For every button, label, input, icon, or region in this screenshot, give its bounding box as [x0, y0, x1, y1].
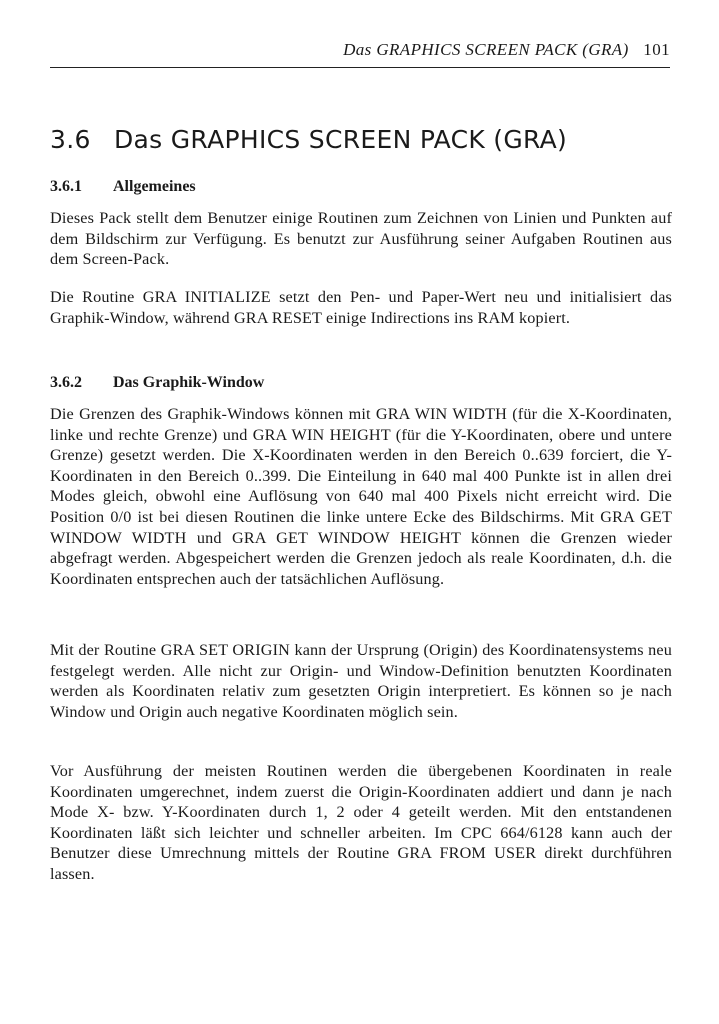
- paragraph: Dieses Pack stellt dem Benutzer einige Routinen zum Zeichnen von Linien und Punkten auf dem Bildschirm zur Verfügung. Es benutzt zur Ausführung seiner Aufgaben Routinen aus dem Screen-Pack.: [50, 209, 672, 269]
- paragraph: Mit der Routine GRA SET ORIGIN kann der Ursprung (Origin) des Koordinatensystems neu festgelegt werden. Alle nicht zur Origin- und Window-Definition benutzten Koordinaten werden als Koordinaten relativ zum gesetzten Origin interpretiert. Es können so je nach Window und Origin auch negative Koordinaten möglich sein.: [50, 641, 672, 721]
- running-header-title: Das GRAPHICS SCREEN PACK (GRA): [343, 40, 629, 59]
- paragraph: Vor Ausführung der meisten Routinen werden die übergebenen Koordinaten in reale Koordinaten umgerechnet, indem zuerst die Origin-Koordinaten addiert und dann je nach Mode X- bzw. Y-Koordinaten durch 1, 2 oder 4 geteilt werden. Mit den entstandenen Koordinaten läßt sich leichter und schneller arbeiten. Im CPC 664/6128 kann auch der Benutzer diese Umrechnung mittels der Routine GRA FROM USER direkt durchführen lassen.: [50, 762, 672, 883]
- subsection-heading-allgemeines: [50, 178, 196, 196]
- section-number: 3.6: [50, 125, 91, 154]
- section-heading: [50, 125, 567, 154]
- paragraph: Die Routine GRA INITIALIZE setzt den Pen- und Paper-Wert neu und initialisiert das Graphik-Window, während GRA RESET einige Indirections ins RAM kopiert.: [50, 288, 672, 327]
- running-header: [50, 40, 670, 60]
- subsection-number: 3.6.2: [50, 374, 82, 391]
- subsection-number: 3.6.1: [50, 178, 82, 195]
- subsection-title: Allgemeines: [113, 178, 196, 195]
- header-rule: [50, 67, 670, 68]
- subsection-heading-graphik-window: [50, 374, 264, 392]
- paragraph: Die Grenzen des Graphik-Windows können mit GRA WIN WIDTH (für die X-Koordinaten, linke und rechte Grenze) und GRA WIN HEIGHT (für die Y-Koordinaten, obere und untere Grenze) gesetzt werden. Die X-Koordinaten werden in den Bereich 0..639 forciert, die Y-Koordinaten in den Bereich 0..399. Die Einteilung in 640 mal 400 Punkte ist in allen drei Modes gleich, obwohl eine Auflösung von 640 mal 400 Pixels nicht erreicht wird. Die Position 0/0 ist bei diesen Routinen die linke untere Ecke des Bildschirms. Mit GRA GET WINDOW WIDTH und GRA GET WINDOW HEIGHT können die Grenzen wieder abgefragt werden. Abgespeichert werden die Grenzen jedoch als reale Koordinaten, d.h. die Koordinaten entsprechen auch der tatsächlichen Auflösung.: [50, 405, 672, 588]
- section-title: Das GRAPHICS SCREEN PACK (GRA): [114, 125, 568, 154]
- page-number: 101: [643, 40, 670, 59]
- subsection-title: Das Graphik-Window: [113, 374, 265, 391]
